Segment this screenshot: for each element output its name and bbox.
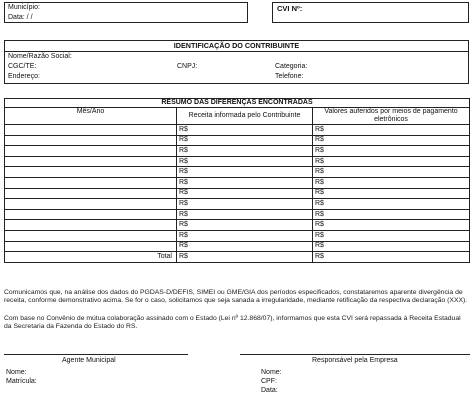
table-row bbox=[5, 146, 470, 157]
cell-mes bbox=[5, 220, 177, 231]
table-row bbox=[5, 156, 470, 167]
cell-receita: R$ bbox=[177, 188, 313, 199]
cell-mes bbox=[5, 230, 177, 241]
agente-title: Agente Municipal bbox=[62, 357, 116, 364]
paragraph-comunicacao: Comunicamos que, na análise dos dados do PGDAS-D/DEFIS, SIMEI ou GME/GIA dos períodos especificados, constataremos aparente divergência de receita, conforme demonstrativo acima. Se for o caso, solicitamos que seja sanada a irregularidade, mediante retificação da respectiva declaração (XXX). bbox=[4, 289, 468, 305]
cell-mes bbox=[5, 125, 177, 136]
table-row bbox=[5, 230, 470, 241]
cell-valores: R$ bbox=[313, 188, 470, 199]
cvi-box bbox=[272, 2, 469, 23]
total-valores: R$ bbox=[313, 252, 470, 263]
contribuinte-section bbox=[4, 40, 469, 84]
cell-valores: R$ bbox=[313, 156, 470, 167]
cell-valores: R$ bbox=[313, 167, 470, 178]
cell-valores: R$ bbox=[313, 220, 470, 231]
cell-receita: R$ bbox=[177, 209, 313, 220]
table-row bbox=[5, 199, 470, 210]
total-label: Total bbox=[5, 252, 177, 263]
header-valores: Valores auferidos por meios de pagamento eletrônicos bbox=[313, 108, 470, 125]
cell-receita: R$ bbox=[177, 230, 313, 241]
categoria-label: Categoria: bbox=[275, 63, 308, 70]
empresa-cpf-label: CPF: bbox=[261, 378, 277, 385]
cell-mes bbox=[5, 199, 177, 210]
table-row bbox=[5, 135, 470, 146]
contribuinte-title: IDENTIFICAÇÃO DO CONTRIBUINTE bbox=[5, 41, 468, 52]
cell-receita: R$ bbox=[177, 135, 313, 146]
total-row bbox=[5, 252, 470, 263]
empresa-signature-line bbox=[240, 354, 470, 355]
telefone-label: Telefone: bbox=[275, 73, 304, 80]
table-row bbox=[5, 188, 470, 199]
cell-mes bbox=[5, 241, 177, 252]
cvi-label: CVI Nº: bbox=[277, 4, 303, 13]
header-receita: Receita informada pelo Contribuinte bbox=[177, 108, 313, 125]
header-mes-ano: Mês/Ano bbox=[5, 108, 177, 125]
cell-receita: R$ bbox=[177, 241, 313, 252]
cell-receita: R$ bbox=[177, 167, 313, 178]
cell-mes bbox=[5, 135, 177, 146]
data-label: Data: / / bbox=[8, 14, 33, 21]
nome-razao-label: Nome/Razão Social: bbox=[8, 53, 72, 60]
cell-valores: R$ bbox=[313, 199, 470, 210]
agente-matricula-label: Matrícula: bbox=[6, 378, 37, 385]
table-row bbox=[5, 125, 470, 136]
empresa-nome-label: Nome: bbox=[261, 369, 282, 376]
cell-valores: R$ bbox=[313, 135, 470, 146]
table-row bbox=[5, 241, 470, 252]
cgc-label: CGC/TE: bbox=[8, 63, 37, 70]
cell-receita: R$ bbox=[177, 125, 313, 136]
table-row bbox=[5, 220, 470, 231]
total-receita: R$ bbox=[177, 252, 313, 263]
table-row bbox=[5, 209, 470, 220]
agente-nome-label: Nome: bbox=[6, 369, 27, 376]
resumo-title: RESUMO DAS DIFERENÇAS ENCONTRADAS bbox=[5, 99, 470, 108]
paragraph-convenio: Com base no Convênio de mútua colaboração assinado com o Estado (Lei nº 12.868/07), informamos que esta CVI será repassada à Receita Estadual da Secretaria da Fazenda do Estado do RS. bbox=[4, 315, 461, 331]
cell-mes bbox=[5, 188, 177, 199]
resumo-table bbox=[4, 98, 470, 263]
cell-mes bbox=[5, 167, 177, 178]
table-row bbox=[5, 167, 470, 178]
cell-receita: R$ bbox=[177, 156, 313, 167]
empresa-title: Responsável pela Empresa bbox=[312, 357, 398, 364]
cell-valores: R$ bbox=[313, 178, 470, 189]
cell-valores: R$ bbox=[313, 241, 470, 252]
cell-valores: R$ bbox=[313, 209, 470, 220]
cell-valores: R$ bbox=[313, 125, 470, 136]
cell-receita: R$ bbox=[177, 199, 313, 210]
cell-receita: R$ bbox=[177, 220, 313, 231]
municipio-box bbox=[4, 2, 248, 23]
municipio-label: Município: bbox=[8, 4, 40, 11]
cnpj-label: CNPJ: bbox=[177, 63, 198, 70]
cell-receita: R$ bbox=[177, 146, 313, 157]
endereco-label: Endereço: bbox=[8, 73, 40, 80]
cell-valores: R$ bbox=[313, 230, 470, 241]
agente-signature-line bbox=[4, 354, 188, 355]
cell-mes bbox=[5, 178, 177, 189]
cell-mes bbox=[5, 156, 177, 167]
cell-valores: R$ bbox=[313, 146, 470, 157]
empresa-data-label: Data: bbox=[261, 387, 278, 394]
cell-receita: R$ bbox=[177, 178, 313, 189]
cell-mes bbox=[5, 146, 177, 157]
cell-mes bbox=[5, 209, 177, 220]
table-row bbox=[5, 178, 470, 189]
